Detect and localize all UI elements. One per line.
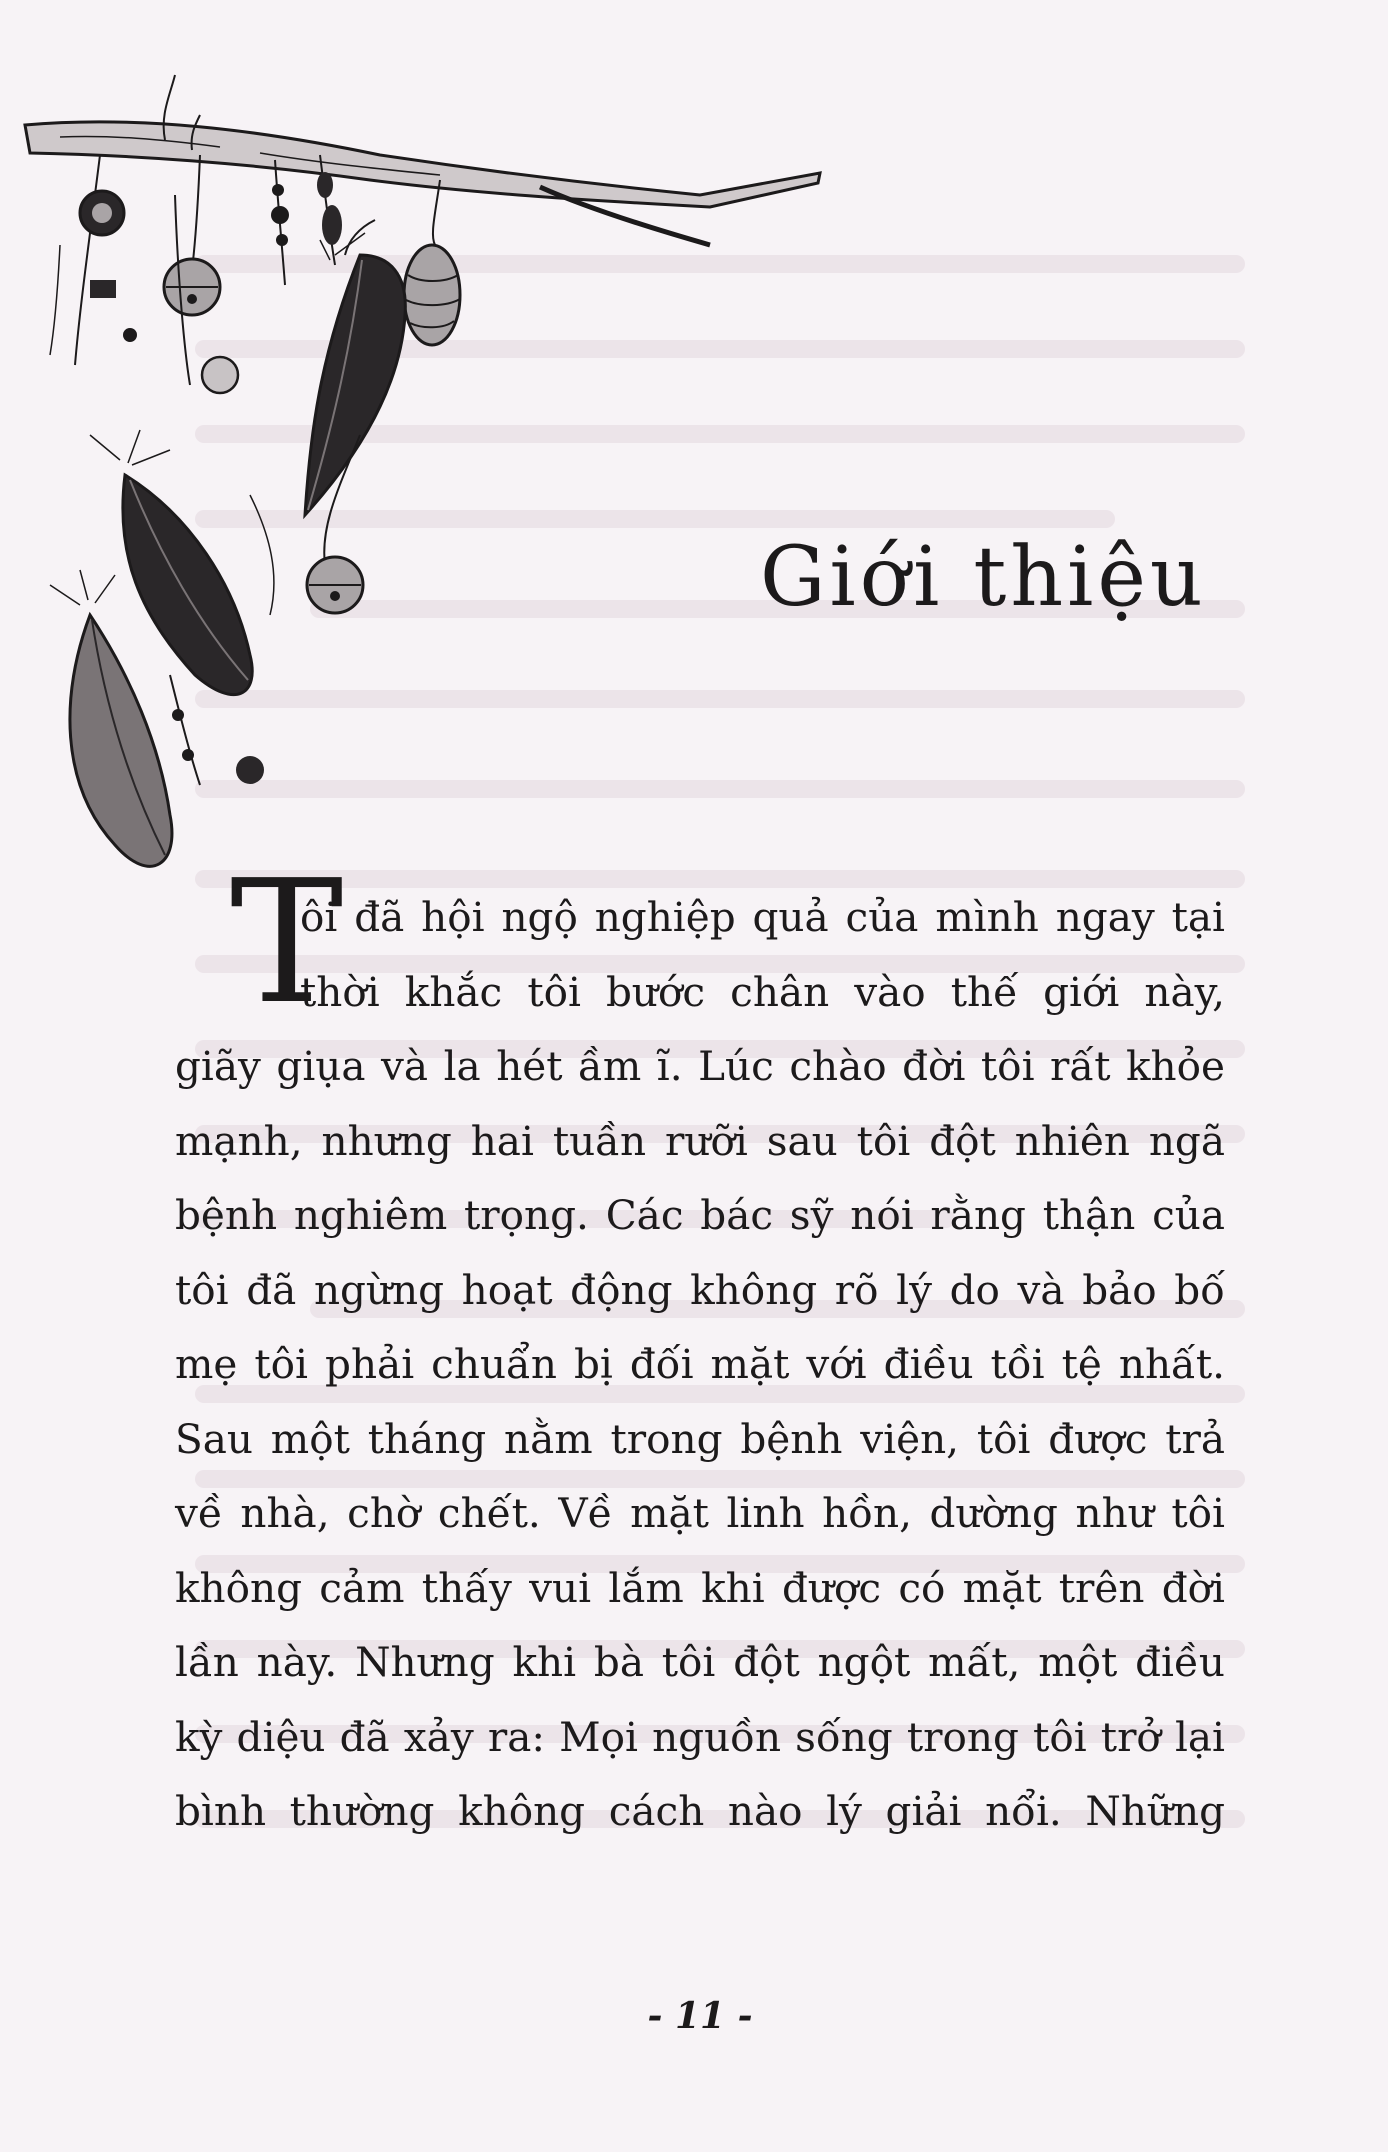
paragraph-line: bệnh nghiêm trọng. Các bác sỹ nói rằng thận của	[175, 1191, 1225, 1239]
paragraph-line: bình thường không cách nào lý giải nổi. Những	[175, 1787, 1225, 1835]
paragraph-line: ôi đã hội ngộ nghiệp quả của mình ngay tại	[300, 893, 1225, 941]
paragraph-line: không cảm thấy vui lắm khi được có mặt trên đời	[175, 1563, 1225, 1612]
drop-cap: T	[230, 844, 344, 1042]
paragraph-line: kỳ diệu đã xảy ra: Mọi nguồn sống trong tôi trở lại	[175, 1712, 1225, 1761]
paragraph-line: lần này. Nhưng khi bà tôi đột ngột mất, một điều	[175, 1638, 1225, 1686]
body-paragraph	[175, 880, 1225, 1849]
paragraph-line: giãy giụa và la hét ầm ĩ. Lúc chào đời tôi rất khỏe	[175, 1042, 1225, 1090]
hanging-feathers-and-bells-ornament-icon	[20, 55, 920, 895]
page-number: - 11 -	[647, 1995, 753, 2037]
paragraph-line: mạnh, nhưng hai tuần rưỡi sau tôi đột nhiên ngã	[175, 1116, 1225, 1165]
paragraph-line: Sau một tháng nằm trong bệnh viện, tôi được trả	[175, 1414, 1225, 1463]
paragraph-line: thời khắc tôi bước chân vào thế giới này,	[300, 967, 1225, 1016]
paragraph-line: tôi đã ngừng hoạt động không rõ lý do và bảo bố	[175, 1265, 1225, 1314]
chapter-title: Giới thiệu	[760, 529, 1207, 625]
paragraph-line: về nhà, chờ chết. Về mặt linh hồn, dường như tôi	[175, 1489, 1225, 1537]
paragraph-line: mẹ tôi phải chuẩn bị đối mặt với điều tồi tệ nhất.	[175, 1340, 1225, 1388]
